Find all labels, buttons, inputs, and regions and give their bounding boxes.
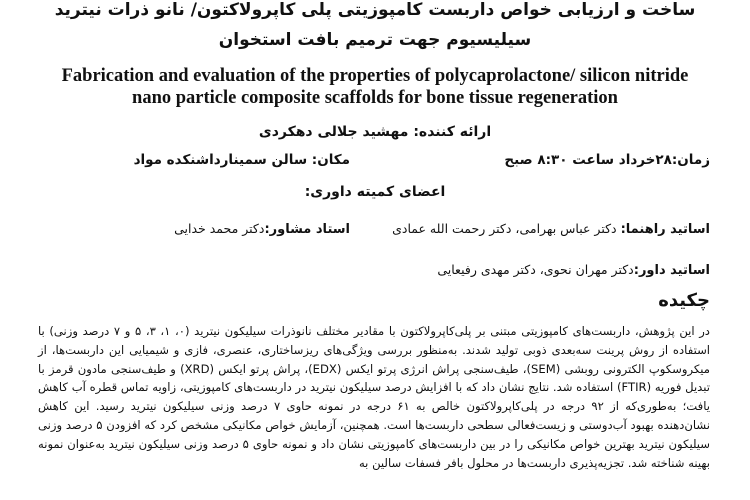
- presenter-line: ارائه کننده: مهشید جلالی دهکردی: [258, 124, 492, 140]
- persian-title-line-2: سیلیسیوم جهت ترمیم بافت استخوان: [218, 30, 532, 50]
- supervisors-label: اساتید راهنما:: [620, 222, 710, 237]
- advisor-line: [174, 221, 350, 237]
- english-title-line-2: nano particle composite scaffolds for bone tissue regeneration: [132, 88, 618, 108]
- english-title-line-1: Fabrication and evaluation of the properties of polycaprolactone/ silicon nitride: [61, 66, 689, 86]
- supervisors-names: دکتر عباس بهرامی، دکتر رحمت الله عمادی: [392, 221, 621, 236]
- persian-title-line-1: ساخت و ارزیابی خواص داربست کامپوزیتی پلی کاپرولاکتون/ نانو ذرات نیترید: [54, 0, 696, 20]
- seminar-time: زمان:۲۸خرداد ساعت ۸:۳۰ صبح: [504, 152, 710, 168]
- abstract-paragraph: در این پژوهش، داربست‌های کامپوزیتی مبتنی بر پلی‌کاپرولاکتون با مقادیر مختلف نانوذرات سیلیکون نیترید (۰، ۱، ۳، ۵ و ۷ درصد وزنی) با استفاده از روش پرینت سه‌بعدی ذوبی تولید شدند. به‌منظور بررسی ویژگی‌های ریزساختاری، عنصری، فازی و شیمیایی این داربست‌ها، از میکروسکوپ الکترونی روبشی (SEM)، طیف‌سنجی پراش انرژی پرتو ایکس (EDX)، پراش پرتو ایکس (XRD) و طیف‌سنجی مادون قرمز با تبدیل فوریه (FTIR) استفاده شد. نتایج نشان داد که با افزایش درصد سیلیکون نیترید در داربست‌های کامپوزیتی، زاویه تماس قطره آب کاهش یافت؛ به‌طوری‌که از ۹۲ درجه در پلی‌کاپرولاکتون خالص به ۶۱ درجه در نمونه حاوی ۷ درصد وزنی سیلیکون نیترید رسید. این کاهش نشان‌دهنده بهبود آب‌دوستی و زیست‌فعالی سطحی داربست‌ها است. همچنین، آزمایش خواص مکانیکی مشخص کرد که افزودن ۵ درصد وزنی سیلیکون نیترید بهترین خواص مکانیکی را در بین داربست‌های کامپوزیتی نشان داد و نمونه حاوی ۵ درصد وزنی سیلیکون نیترید به‌عنوان نمونه بهینه شناخته شد. تجزیه‌پذیری داربست‌ها در محلول بافر فسفات سالین به: [38, 324, 710, 470]
- seminar-place: مکان: سالن سمینارداشنکده مواد: [133, 152, 350, 168]
- referees-names: دکتر مهران نحوی، دکتر مهدی رفیعایی: [437, 262, 634, 277]
- abstract-heading: چکیده: [658, 290, 710, 311]
- referees-label: اساتید داور:: [633, 263, 710, 278]
- advisor-name: دکتر محمد خدایی: [174, 221, 265, 236]
- referees-line: [437, 262, 710, 278]
- supervisors-line: [392, 221, 710, 237]
- committee-heading: اعضای کمیته داوری:: [304, 184, 446, 200]
- abstract-body: [38, 322, 710, 472]
- advisor-label: استاد مشاور:: [264, 222, 350, 237]
